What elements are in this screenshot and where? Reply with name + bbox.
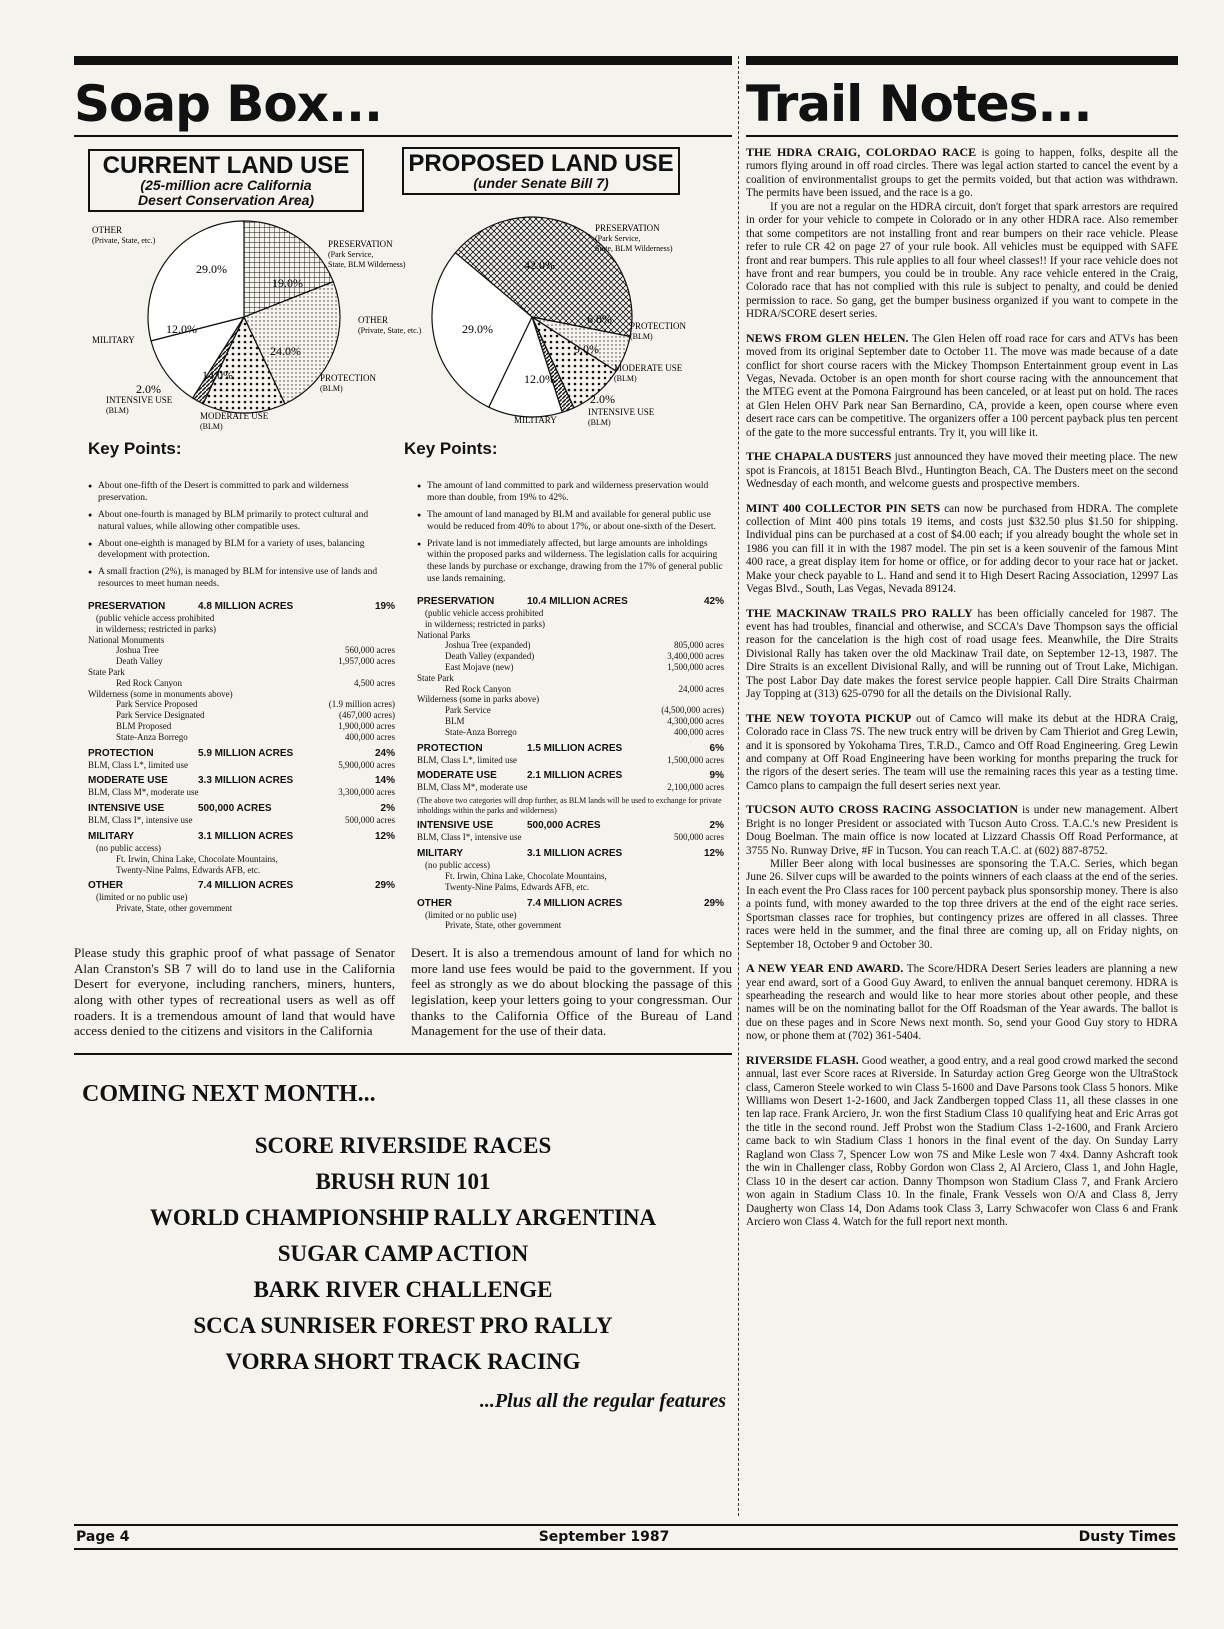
cur-prot-row <box>88 748 395 760</box>
current-box-sub1: (25-million acre California <box>140 177 312 194</box>
row-name: MODERATE USE <box>88 775 168 787</box>
row-label: Park Service Proposed <box>116 699 198 710</box>
cur-label-military: MILITARY <box>92 335 135 345</box>
cur-oth-row <box>88 880 395 892</box>
cur-label-protection: PROTECTION <box>320 373 376 383</box>
prop-label-military: MILITARY <box>514 415 557 425</box>
row-value: 4,500 acres <box>354 677 395 688</box>
row-value: 3,400,000 acres <box>667 651 724 662</box>
cur-pct-int: 2.0% <box>136 382 161 396</box>
row-value: 1,957,000 acres <box>338 656 395 667</box>
cur-label-moderate-sub: (BLM) <box>200 422 223 431</box>
coming-item: WORLD CHAMPIONSHIP RALLY ARGENTINA <box>149 1204 657 1230</box>
news-lead: NEWS FROM GLEN HELEN. <box>746 330 909 345</box>
row-label: Death Valley (expanded) <box>445 651 535 662</box>
table-row <box>417 727 724 738</box>
table-row <box>88 760 395 771</box>
table-row <box>88 710 395 721</box>
table-row <box>417 782 724 793</box>
prop-label-moderate-sub: (BLM) <box>614 374 637 383</box>
current-key-point: ● About one-fifth of the Desert is committed to park and wilderness preservation. <box>88 481 395 505</box>
row-value: 560,000 acres <box>345 645 395 656</box>
cur-label-pres-sub2: State, BLM Wilderness) <box>328 260 406 269</box>
news-lead: A NEW YEAR END AWARD. <box>746 961 904 976</box>
row-pct: 6% <box>709 742 724 754</box>
cur-label-intensive-sub: (BLM) <box>106 406 129 415</box>
title-rule <box>74 135 732 137</box>
row-label: BLM, Class L*, limited use <box>88 759 188 770</box>
cur-pct-other: 29.0% <box>196 262 227 276</box>
row-acres: 7.4 MILLION ACRES <box>527 897 623 909</box>
news-text: has been officially canceled for 1987. The event has had troubles, financial and otherwise, and SCCA's Dave Thompson says the official reason for the cancelation is the high cost of road usage fees. Meanwhile, the Dire Straits Divisional Rally has taken over the old Mackinaw Trail date, on September 12-13, 1987. The Dire Straits is an excellent Divisional Rally, and will be running out of Trout Lake, Michigan. The post Labor Day date makes the forest service people happier. Call Dire Straits Chairman Jay Topping at (313) 625-0790 for all the details on the Divisional Rally. <box>746 607 1178 701</box>
row-group: Wilderness (some in parks above) <box>417 694 540 705</box>
row-value: 400,000 acres <box>345 731 395 742</box>
publication-name: Dusty Times <box>1078 1529 1176 1545</box>
cur-mod-row <box>88 775 395 787</box>
news-text: The Glen Helen off road race for cars and ATVs has been moved from its original September date to October 11. The move was made because of a date conflict for short course racers with the Mickey Thompson Entertainment group event in Las Vegas, Nevada. October is an open month for short course racing with the announcement that the MTEG event at the Pomona Fairground has been canceled, or at least put on hold. The races at Glen Helen OHV Park near San Bernardino, CA, provide a keen, open course where even desert race cars can be competitive. The organizers offer a 100 percent payback plus ten percent of the gate to the more successful entrants. Try it, you will like it. <box>746 332 1178 439</box>
row-note: in wilderness; restricted in parks) <box>425 618 545 629</box>
row-name: INTENSIVE USE <box>417 820 494 832</box>
prop-label-intensive: INTENSIVE USE <box>588 407 655 417</box>
news-lead: TUCSON AUTO CROSS RACING ASSOCIATION <box>746 802 1019 817</box>
prop-oth-row <box>417 898 724 910</box>
row-name: MODERATE USE <box>417 770 497 782</box>
row-value: 1,500,000 acres <box>667 754 724 765</box>
row-name: MILITARY <box>88 830 135 842</box>
row-acres: 3.3 MILLION ACRES <box>198 775 294 787</box>
proposed-acreage-table <box>417 596 724 931</box>
news-text: Miller Beer along with local businesses are sponsoring the T.A.C. Series, which began June 26. Silver cups will be awarded to the points winners of each claass at the end of the series. In each event the Pro Class races for 100 percent payback plus sponsorship money. There is also a points fund, with money awarded to the top three drivers at the end of the eight race series. Sportsman classes race for trophies, but contingency prizes are offered in all classes. Three races were held in the summer, and the final three are coming up, all on Friday nights, on September 18, October 9 and October 30. <box>746 858 1178 951</box>
row-label: East Mojave (new) <box>445 661 514 672</box>
current-pie <box>148 221 340 413</box>
proposed-box-title: PROPOSED LAND USE <box>408 150 674 177</box>
news-item <box>746 449 1178 491</box>
row-value: (4,500,000 acres) <box>661 705 724 716</box>
proposed-key-point: ● The amount of land committed to park and wilderness preservation would more than double, from 19% to 42%. <box>417 481 724 505</box>
soapbox-body-right: Desert. It is also a tremendous amount of land for which no more land use fees would be paid to the government. If you feel as strongly as we do about blocking the passage of this legislation, keep your letters going to your congressman. Our thanks to the California Office of the Bureau of Land Management for the use of their data. <box>411 945 732 1039</box>
row-value: 400,000 acres <box>674 726 724 737</box>
row-note: (public vehicle access prohibited <box>96 613 215 623</box>
current-box-sub2: Desert Conservation Area) <box>137 191 315 208</box>
prop-label-pres-sub1: (Park Service, <box>595 234 641 243</box>
news-lead: RIVERSIDE FLASH. <box>746 1052 859 1067</box>
news-item <box>746 501 1178 597</box>
row-acres: 500,000 ACRES <box>527 820 601 832</box>
table-row <box>417 651 724 662</box>
prop-label-protection-sub: (BLM) <box>630 332 653 341</box>
row-acres: 500,000 ACRES <box>198 803 272 815</box>
news-text: If you are not a regular on the HDRA circuit, don't forget that spark arrestors are required in order for your vehicle to compete in Colorado or in any other HDRA race. Also remember that some competitors are not installing front and rear bumpers on their race vehicle. Please refer to rule CR 42 on page 27 of your rule book. All vehicles must be equipped with SAFE front and rear bumpers. This rule applies to all four wheel classes!! If your race vehicle does not have front and rear bumpers, you could be in trouble. Any race vehicle entered in the Craig, Colorado race that has not complied with this rule is subject to penalty, and could be denied permission to race. So gang, get the bumper business organized if you want to compete in the HDRA/SCORE desert series. <box>746 200 1178 321</box>
trail-notes-body <box>746 145 1178 1229</box>
cur-label-intensive: INTENSIVE USE <box>106 395 173 405</box>
coming-title: COMING NEXT MONTH... <box>82 1080 376 1107</box>
row-acres: 1.5 MILLION ACRES <box>527 742 623 754</box>
row-name: PROTECTION <box>417 742 483 754</box>
row-name: INTENSIVE USE <box>88 803 165 815</box>
news-text: Good weather, a good entry, and a real good crowd marked the second annual, last ever Score races at Riverside. In Saturday action Greg George won the UltraStock class, Cameron Steele worked to win Class 5-1600 and Dave Parsons took Class 5 honors. Mike Williams won Desert 1-2-1600, and Jack Zandbergen topped Class 11, all these classes in one ten lap race. Frank Arciero, Jr. won the first Stadium Class 10 qualifying heat and Eric Arras got the title in the second round. Jeff Probst won the Stadium Class 1-2-1600, and Frank Arciero came back to win Stadium Class 1 honors in the final event of the day. On Sunday Larry Ragland won Class 7, Spencer Low won 7S and Mike Lesle won 7 4x4. Danny Ashcraft took the win in Challenger class, Robby Gordon won Class 2, Al Arciero, Class 1, and John Hagle, Class 10 in the desert car action. Danny Thompson won Stadium Class 7, and Frank Arciero won again in Stadium Class 10. In the finale, Frank Vessels won O/A and Class 8, Jerry Daugherty won Class 14, Don Adams took Class 3, Larry Schwacofer won Class 6 and Frank Arciero won Class 4. Watch for the full report next month. <box>746 1054 1178 1228</box>
news-lead: THE HDRA CRAIG, COLORDAO RACE <box>746 145 977 159</box>
proposed-key-points <box>404 439 694 459</box>
row-label: Twenty-Nine Palms, Edwards AFB, etc. <box>116 864 261 875</box>
soapbox-body-left: Please study this graphic proof of what passage of Senator Alan Cranston's SB 7 will do to land use in the California Desert for everyone, including ranchers, miners, hunters, along with other types of recreational users as well as off roaders. It is a tremendous amount of land that would have access denied to the citizens and visitors in the California <box>74 945 395 1039</box>
row-value: 3,300,000 acres <box>338 787 395 798</box>
coming-item: SCORE RIVERSIDE RACES <box>254 1132 552 1158</box>
row-name: OTHER <box>417 897 452 909</box>
proposed-key-list <box>417 481 724 586</box>
row-label: Death Valley <box>116 656 163 667</box>
prop-label-other-sub: (Private, State, etc.) <box>358 326 422 335</box>
row-value: 500,000 acres <box>345 815 395 826</box>
news-item <box>746 331 1178 441</box>
row-note: (public vehicle access prohibited <box>425 608 544 618</box>
row-name: PRESERVATION <box>417 596 495 607</box>
prop-pct-other: 29.0% <box>462 322 493 336</box>
row-value: 1,900,000 acres <box>338 720 395 731</box>
proposed-key-point: ● The amount of land managed by BLM and available for general public use would be reduced from 40% to about 17%, or about one-sixth of the Desert. <box>417 510 724 534</box>
cur-pct-mil: 12.0% <box>166 322 197 336</box>
trail-notes-title: Trail Notes... <box>746 75 1092 133</box>
table-row <box>417 832 724 843</box>
row-label: State-Anza Borrego <box>116 731 188 742</box>
table-row <box>417 662 724 673</box>
row-acres: 5.9 MILLION ACRES <box>198 747 294 759</box>
prop-label-moderate: MODERATE USE <box>614 363 683 373</box>
table-row <box>417 705 724 716</box>
row-value: 805,000 acres <box>674 640 724 651</box>
row-label: BLM, Class I*, intensive use <box>88 815 193 826</box>
row-label: Ft. Irwin, China Lake, Chocolate Mountains, <box>445 870 607 881</box>
cur-label-other-sub: (Private, State, etc.) <box>92 236 156 245</box>
prop-label-intensive-sub: (BLM) <box>588 418 611 427</box>
proposed-land-use-box <box>402 147 680 195</box>
prop-pct-int: 2.0% <box>590 392 615 406</box>
row-label: Joshua Tree (expanded) <box>445 640 531 651</box>
row-pct: 9% <box>709 770 724 782</box>
row-label: BLM, Class I*, intensive use <box>417 832 522 843</box>
row-note: (The above two categories will drop further, as BLM lands will be used to exchange for private inholdings within the parks and wilderness) <box>417 796 722 815</box>
news-item <box>746 802 1178 858</box>
row-label: Ft. Irwin, China Lake, Chocolate Mountains, <box>116 853 278 864</box>
row-pct: 42% <box>703 596 724 607</box>
table-row <box>417 716 724 727</box>
row-value: 2,100,000 acres <box>667 782 724 793</box>
row-label: BLM, Class M*, moderate use <box>88 787 199 798</box>
cur-label-moderate: MODERATE USE <box>200 411 269 421</box>
proposed-box-sub1: (under Senate Bill 7) <box>473 175 609 192</box>
row-note: (limited or no public use) <box>96 892 188 903</box>
prop-prot-row <box>417 743 724 755</box>
news-item <box>746 711 1178 794</box>
prop-mil-row <box>417 848 724 860</box>
row-value: 4,300,000 acres <box>667 715 724 726</box>
cur-label-other: OTHER <box>92 225 122 235</box>
row-acres: 3.1 MILLION ACRES <box>198 830 294 842</box>
table-row <box>417 684 724 695</box>
cur-label-protection-sub: (BLM) <box>320 384 343 393</box>
row-pct: 12% <box>703 848 724 860</box>
row-group: National Monuments <box>88 634 165 645</box>
current-land-use-box <box>88 149 364 212</box>
row-name: MILITARY <box>417 848 464 860</box>
prop-label-protection: PROTECTION <box>630 321 686 331</box>
news-item <box>746 961 1178 1044</box>
table-row <box>88 645 395 656</box>
row-note: (limited or no public use) <box>425 909 517 920</box>
row-value: (467,000 acres) <box>339 710 395 721</box>
coming-item: SUGAR CAMP ACTION <box>277 1240 529 1266</box>
current-key-points <box>88 439 378 459</box>
row-group: State Park <box>88 666 125 677</box>
prop-label-pres: PRESERVATION <box>595 223 660 233</box>
row-pct: 2% <box>380 803 395 815</box>
row-pct: 24% <box>374 747 395 759</box>
row-name: OTHER <box>88 880 123 892</box>
row-acres: 2.1 MILLION ACRES <box>527 770 623 782</box>
page-number: Page 4 <box>76 1529 130 1545</box>
row-label: Joshua Tree <box>116 645 159 656</box>
table-row <box>88 815 395 826</box>
row-group: Wilderness (some in monuments above) <box>88 688 233 699</box>
top-rule <box>74 56 732 65</box>
table-row <box>88 678 395 689</box>
current-key-title: Key Points: <box>88 439 182 458</box>
news-text: is under new management. Albert Bright is no longer President or associated with Tucson Auto Cross. T.A.C.'s new President is Doug Boelman. The main office is now located at Lizzard Chassis Off Road Performance, at 3755 No. Runway Drive, #F in Tucson. You can reach T.A.C. at (602) 887-8752. <box>746 804 1178 857</box>
table-row <box>88 721 395 732</box>
cur-label-pres: PRESERVATION <box>328 239 393 249</box>
row-pct: 14% <box>374 775 395 787</box>
coming-item: VORRA SHORT TRACK RACING <box>225 1348 581 1374</box>
row-pct: 2% <box>709 820 724 832</box>
top-rule <box>746 56 1178 65</box>
row-pct: 29% <box>703 897 724 909</box>
current-key-point: ● About one-fourth is managed by BLM primarily to protect cultural and natural values, while allowing other compatible uses. <box>88 510 395 534</box>
news-item <box>746 201 1178 322</box>
row-note: in wilderness; restricted in parks) <box>96 623 216 634</box>
details-columns <box>74 475 732 931</box>
row-label: Private, State, other government <box>445 920 562 931</box>
news-text: just announced they have moved their meeting place. The new spot is Francois, at 18151 Beach Blvd., Huntington Beach, CA. The Dusters meet on the second Wednesday of each month, and welcome guests and prospective members. <box>746 451 1178 491</box>
coming-next-month <box>74 1053 732 1413</box>
row-acres: 10.4 MILLION ACRES <box>527 596 628 607</box>
row-group: National Parks <box>417 629 471 640</box>
prop-pct-mil: 12.0% <box>524 372 555 386</box>
news-text: is going to happen, folks, despite all the rumors flying around in off road circles. There was legal action started to cancel the event by a coalition of environmentalist groups to get the permits voided, but that action was withdrawn. The permits have been issued, and the race is a go. <box>746 147 1179 200</box>
prop-pct-pres: 42.0% <box>524 258 555 272</box>
news-item <box>746 606 1178 702</box>
proposed-key-point: ● Private land is not immediately affected, but large amounts are inholdings within the proposed parks and wilderness. The legislation calls for acquiring these lands by purchase or exchange, drawing from the 17% of general public use lands remaining. <box>417 539 724 587</box>
news-item <box>746 145 1178 201</box>
proposed-details <box>417 475 732 931</box>
cur-int-row <box>88 803 395 815</box>
soapbox-section <box>74 56 732 1413</box>
land-use-charts <box>74 147 732 517</box>
row-name: PROTECTION <box>88 747 154 759</box>
news-lead: THE CHAPALA DUSTERS <box>746 449 892 464</box>
table-row <box>88 732 395 743</box>
news-item <box>746 1053 1178 1230</box>
news-text: The Score/HDRA Desert Series leaders are planning a new year end award, sort of a Good Guy Award, to enliven the annual banquet ceremony. HDRA is spearheading the research and would like to hear more stories about other people, and these names will be on the nominating ballot for the Off Roadsman of the Year awards. The ballot is due on these pages and in Score News next month. So, send your Good Guy story to HDRA now, or phone them at (702) 361-5404. <box>746 963 1178 1043</box>
row-label: State-Anza Borrego <box>445 726 517 737</box>
table-row <box>88 699 395 710</box>
row-acres: 3.1 MILLION ACRES <box>527 848 623 860</box>
cur-pres-row <box>88 601 395 613</box>
title-rule <box>746 135 1178 137</box>
news-item <box>746 858 1178 952</box>
prop-mod-row <box>417 770 724 782</box>
row-acres: 7.4 MILLION ACRES <box>198 880 294 892</box>
row-acres: 4.8 MILLION ACRES <box>198 601 294 612</box>
trail-notes-section <box>746 56 1178 1238</box>
prop-int-row <box>417 820 724 832</box>
row-pct: 29% <box>374 880 395 892</box>
table-row <box>88 656 395 667</box>
coming-item: SCCA SUNRISER FOREST PRO RALLY <box>193 1312 613 1338</box>
row-note: (no public access) <box>96 842 161 853</box>
row-pct: 12% <box>374 830 395 842</box>
current-key-point: ● About one-eighth is managed by BLM for a variety of uses, balancing development with protection. <box>88 539 395 563</box>
prop-label-other: OTHER <box>358 315 388 325</box>
prop-pct-prot: 6.0% <box>587 312 612 326</box>
row-value: 500,000 acres <box>674 832 724 843</box>
current-box-title: CURRENT LAND USE <box>102 152 350 179</box>
page-footer <box>74 1524 1178 1550</box>
row-label: BLM Proposed <box>116 720 172 731</box>
coming-item: BARK RIVER CHALLENGE <box>253 1276 553 1302</box>
cur-label-pres-sub1: (Park Service, <box>328 250 374 259</box>
cur-pct-pres: 19.0% <box>272 276 303 290</box>
soapbox-title: Soap Box... <box>74 75 382 133</box>
news-text: out of Camco will make its debut at the HDRA Craig, Colorado race in Class 7S. The new truck entry will be driven by Cam Thieriot and Greg Lewin, and it is sponsored by Yokohama Tires, T.R.D., Camco and Off Road Engineering. Greg Lewin and company at Off Road Engineering have been working for months preparing the truck for the rigors of the desert series. The team will use the remaining races this year as a testing time. Camco plans to campaign the full desert series next year. <box>746 712 1178 792</box>
current-acreage-table <box>88 601 395 914</box>
row-label: Park Service Designated <box>116 710 205 721</box>
column-divider <box>738 56 739 1516</box>
cur-mil-row <box>88 831 395 843</box>
current-details <box>74 475 401 931</box>
row-label: BLM <box>445 715 465 726</box>
cur-pct-mod: 14.0% <box>202 368 233 382</box>
coming-footer: ...Plus all the regular features <box>479 1389 726 1412</box>
coming-list <box>74 1128 732 1380</box>
current-key-point: ● A small fraction (2%), is managed by BLM for intensive use of lands and resources to meet human needs. <box>88 567 395 591</box>
news-text: can now be purchased from HDRA. The complete collection of Mint 400 pins totals 19 items, and costs just $32.50 plus $1.50 for shipping. Individual pins can be purchased at a cost of $4.00 each; if you already bought the whole set in 1986 you can fill it in with the 1987 model. The pin set is a keen souvenir of the famous Mint 400 race, a great display item for home or office, or for adding decor to your race hat or jacket. Make your check payable to L. Hand and send it to High Desert Racing Association, 12997 Las Vegas Blvd., South, Las Vegas, Nevada 89124. <box>746 502 1179 596</box>
soapbox-body <box>74 945 732 1039</box>
table-row <box>417 755 724 766</box>
row-value: 1,500,000 acres <box>667 661 724 672</box>
prop-label-pres-sub2: State, BLM Wilderness) <box>595 244 673 253</box>
coming-item: BRUSH RUN 101 <box>315 1168 491 1194</box>
row-label: Park Service <box>445 705 491 716</box>
row-pct: 19% <box>374 601 395 612</box>
row-label: Red Rock Canyon <box>116 677 182 688</box>
row-name: PRESERVATION <box>88 601 166 612</box>
row-value: 24,000 acres <box>678 683 724 694</box>
table-row <box>88 787 395 798</box>
row-label: BLM, Class L*, limited use <box>417 754 517 765</box>
proposed-key-title: Key Points: <box>404 439 498 458</box>
row-note: (no public access) <box>425 860 490 871</box>
row-label: BLM, Class M*, moderate use <box>417 782 528 793</box>
row-label: Twenty-Nine Palms, Edwards AFB, etc. <box>445 881 590 892</box>
row-label: Private, State, other government <box>116 903 233 914</box>
row-value: (1.9 million acres) <box>328 699 395 710</box>
row-label: Red Rock Canyon <box>445 683 511 694</box>
news-lead: THE MACKINAW TRAILS PRO RALLY <box>746 605 973 620</box>
current-key-list <box>88 481 395 591</box>
cur-pct-prot: 24.0% <box>270 344 301 358</box>
news-lead: THE NEW TOYOTA PICKUP <box>746 710 912 725</box>
news-lead: MINT 400 COLLECTOR PIN SETS <box>746 500 941 515</box>
table-row <box>417 640 724 651</box>
row-group: State Park <box>417 672 454 683</box>
prop-pres-row <box>417 596 724 608</box>
row-value: 5,900,000 acres <box>338 759 395 770</box>
prop-pct-mod: 9.0% <box>574 342 599 356</box>
issue-date: September 1987 <box>538 1529 670 1545</box>
